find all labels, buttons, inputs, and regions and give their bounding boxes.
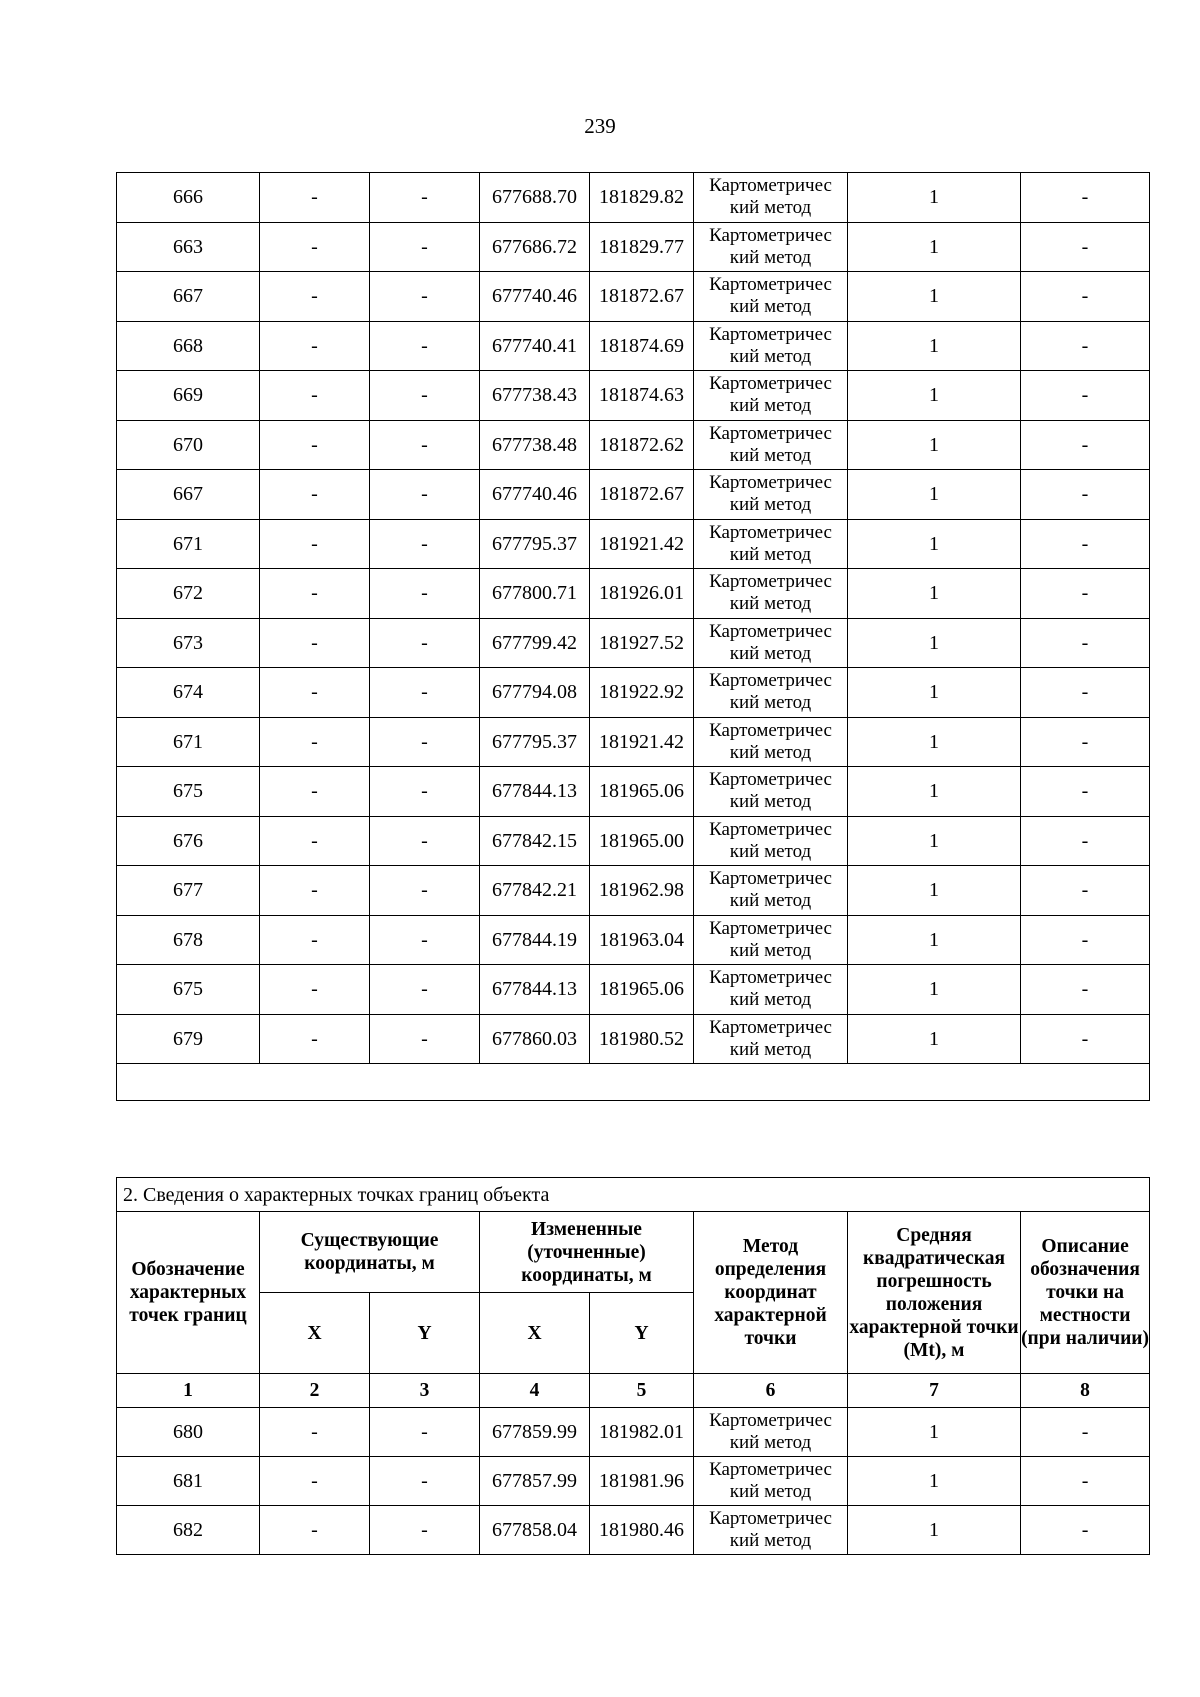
method-cell: Картометричес кий метод: [694, 767, 848, 817]
existing-x-cell: -: [260, 420, 370, 470]
description-cell: -: [1021, 816, 1150, 866]
point-id-cell: 669: [117, 371, 260, 421]
y-cell: 181980.52: [590, 1014, 694, 1064]
point-id-cell: 671: [117, 519, 260, 569]
existing-x-cell: -: [260, 618, 370, 668]
x-cell: 677738.48: [480, 420, 590, 470]
existing-y-cell: -: [370, 915, 480, 965]
mt-cell: 1: [848, 519, 1021, 569]
header-changed-x: X: [480, 1293, 590, 1374]
existing-y-cell: -: [370, 668, 480, 718]
method-cell: Картометричес кий метод: [694, 618, 848, 668]
description-cell: -: [1021, 470, 1150, 520]
existing-x-cell: -: [260, 1506, 370, 1555]
y-cell: 181922.92: [590, 668, 694, 718]
point-id-cell: 666: [117, 173, 260, 223]
description-cell: -: [1021, 569, 1150, 619]
table-row: [117, 519, 1150, 569]
method-cell: Картометричес кий метод: [694, 1014, 848, 1064]
description-cell: -: [1021, 767, 1150, 817]
point-id-cell: 680: [117, 1408, 260, 1457]
table-row: [117, 618, 1150, 668]
x-cell: 677795.37: [480, 519, 590, 569]
header-changed-y: Y: [590, 1293, 694, 1374]
mt-cell: 1: [848, 371, 1021, 421]
x-cell: 677860.03: [480, 1014, 590, 1064]
mt-cell: 1: [848, 173, 1021, 223]
y-cell: 181829.82: [590, 173, 694, 223]
method-cell: Картометричес кий метод: [694, 965, 848, 1015]
description-cell: -: [1021, 420, 1150, 470]
existing-y-cell: -: [370, 470, 480, 520]
x-cell: 677844.19: [480, 915, 590, 965]
x-cell: 677740.46: [480, 470, 590, 520]
point-id-cell: 675: [117, 767, 260, 817]
y-cell: 181927.52: [590, 618, 694, 668]
x-cell: 677794.08: [480, 668, 590, 718]
mt-cell: 1: [848, 1506, 1021, 1555]
mt-cell: 1: [848, 816, 1021, 866]
point-id-cell: 667: [117, 272, 260, 322]
mt-cell: 1: [848, 1457, 1021, 1506]
boundary-points-table: [116, 1177, 1150, 1555]
existing-x-cell: -: [260, 173, 370, 223]
description-cell: -: [1021, 965, 1150, 1015]
table-caption: 2. Сведения о характерных точках границ объекта: [117, 1178, 1150, 1212]
existing-x-cell: -: [260, 866, 370, 916]
description-cell: -: [1021, 519, 1150, 569]
existing-x-cell: -: [260, 321, 370, 371]
y-cell: 181872.62: [590, 420, 694, 470]
y-cell: 181926.01: [590, 569, 694, 619]
method-cell: Картометричес кий метод: [694, 1457, 848, 1506]
mt-cell: 1: [848, 272, 1021, 322]
existing-y-cell: -: [370, 519, 480, 569]
existing-y-cell: -: [370, 866, 480, 916]
column-number: 2: [260, 1374, 370, 1408]
existing-y-cell: -: [370, 1408, 480, 1457]
method-cell: Картометричес кий метод: [694, 420, 848, 470]
header-changed-coords: Измененные (уточненные) координаты, м: [480, 1212, 694, 1293]
x-cell: 677842.15: [480, 816, 590, 866]
point-id-cell: 675: [117, 965, 260, 1015]
existing-x-cell: -: [260, 965, 370, 1015]
description-cell: -: [1021, 1014, 1150, 1064]
method-cell: Картометричес кий метод: [694, 1506, 848, 1555]
column-number: 5: [590, 1374, 694, 1408]
description-cell: -: [1021, 222, 1150, 272]
existing-x-cell: -: [260, 569, 370, 619]
header-existing-x: X: [260, 1293, 370, 1374]
y-cell: 181965.06: [590, 965, 694, 1015]
y-cell: 181872.67: [590, 470, 694, 520]
y-cell: 181963.04: [590, 915, 694, 965]
description-cell: -: [1021, 915, 1150, 965]
method-cell: Картометричес кий метод: [694, 519, 848, 569]
column-number: 6: [694, 1374, 848, 1408]
point-id-cell: 679: [117, 1014, 260, 1064]
mt-cell: 1: [848, 618, 1021, 668]
x-cell: 677844.13: [480, 767, 590, 817]
table-row: [117, 321, 1150, 371]
existing-x-cell: -: [260, 1014, 370, 1064]
method-cell: Картометричес кий метод: [694, 371, 848, 421]
mt-cell: 1: [848, 420, 1021, 470]
point-id-cell: 672: [117, 569, 260, 619]
existing-x-cell: -: [260, 1457, 370, 1506]
x-cell: 677799.42: [480, 618, 590, 668]
point-id-cell: 671: [117, 717, 260, 767]
y-cell: 181980.46: [590, 1506, 694, 1555]
method-cell: Картометричес кий метод: [694, 717, 848, 767]
existing-x-cell: -: [260, 717, 370, 767]
mt-cell: 1: [848, 767, 1021, 817]
mt-cell: 1: [848, 668, 1021, 718]
existing-y-cell: -: [370, 1014, 480, 1064]
x-cell: 677740.41: [480, 321, 590, 371]
table-row: [117, 1014, 1150, 1064]
mt-cell: 1: [848, 717, 1021, 767]
mt-cell: 1: [848, 321, 1021, 371]
column-number: 3: [370, 1374, 480, 1408]
table-row: [117, 767, 1150, 817]
table-row: [117, 1457, 1150, 1506]
y-cell: 181921.42: [590, 717, 694, 767]
existing-y-cell: -: [370, 1457, 480, 1506]
existing-y-cell: -: [370, 272, 480, 322]
point-id-cell: 673: [117, 618, 260, 668]
existing-x-cell: -: [260, 915, 370, 965]
x-cell: 677800.71: [480, 569, 590, 619]
description-cell: -: [1021, 1457, 1150, 1506]
column-number: 8: [1021, 1374, 1150, 1408]
existing-x-cell: -: [260, 272, 370, 322]
existing-x-cell: -: [260, 222, 370, 272]
point-id-cell: 668: [117, 321, 260, 371]
method-cell: Картометричес кий метод: [694, 569, 848, 619]
point-id-cell: 667: [117, 470, 260, 520]
y-cell: 181874.69: [590, 321, 694, 371]
table-row: [117, 569, 1150, 619]
column-number: 4: [480, 1374, 590, 1408]
description-cell: -: [1021, 618, 1150, 668]
method-cell: Картометричес кий метод: [694, 321, 848, 371]
header-existing-y: Y: [370, 1293, 480, 1374]
existing-y-cell: -: [370, 569, 480, 619]
mt-cell: 1: [848, 965, 1021, 1015]
method-cell: Картометричес кий метод: [694, 470, 848, 520]
y-cell: 181921.42: [590, 519, 694, 569]
x-cell: 677738.43: [480, 371, 590, 421]
existing-y-cell: -: [370, 321, 480, 371]
point-id-cell: 674: [117, 668, 260, 718]
table-row: [117, 222, 1150, 272]
existing-x-cell: -: [260, 470, 370, 520]
header-mt: Средняя квадратическая погрешность положения характерной точки (Mt), м: [848, 1212, 1021, 1374]
blank-cell: [117, 1064, 1150, 1101]
table-row: [117, 668, 1150, 718]
y-cell: 181872.67: [590, 272, 694, 322]
existing-x-cell: -: [260, 1408, 370, 1457]
y-cell: 181981.96: [590, 1457, 694, 1506]
description-cell: -: [1021, 321, 1150, 371]
mt-cell: 1: [848, 1014, 1021, 1064]
existing-y-cell: -: [370, 618, 480, 668]
y-cell: 181829.77: [590, 222, 694, 272]
description-cell: -: [1021, 668, 1150, 718]
description-cell: -: [1021, 371, 1150, 421]
table-row: [117, 866, 1150, 916]
existing-x-cell: -: [260, 519, 370, 569]
mt-cell: 1: [848, 866, 1021, 916]
table-row: [117, 470, 1150, 520]
y-cell: 181874.63: [590, 371, 694, 421]
table-row: [117, 371, 1150, 421]
table-row: [117, 272, 1150, 322]
existing-x-cell: -: [260, 371, 370, 421]
existing-y-cell: -: [370, 420, 480, 470]
table-row: [117, 173, 1150, 223]
description-cell: -: [1021, 1506, 1150, 1555]
existing-x-cell: -: [260, 767, 370, 817]
table-row: [117, 965, 1150, 1015]
point-id-cell: 663: [117, 222, 260, 272]
existing-x-cell: -: [260, 816, 370, 866]
mt-cell: 1: [848, 1408, 1021, 1457]
existing-y-cell: -: [370, 767, 480, 817]
table-row: [117, 915, 1150, 965]
existing-y-cell: -: [370, 222, 480, 272]
description-cell: -: [1021, 272, 1150, 322]
method-cell: Картометричес кий метод: [694, 1408, 848, 1457]
x-cell: 677688.70: [480, 173, 590, 223]
method-cell: Картометричес кий метод: [694, 915, 848, 965]
description-cell: -: [1021, 717, 1150, 767]
column-number: 1: [117, 1374, 260, 1408]
point-id-cell: 670: [117, 420, 260, 470]
header-description: Описание обозначения точки на местности (при наличии): [1021, 1212, 1150, 1374]
point-id-cell: 677: [117, 866, 260, 916]
description-cell: -: [1021, 173, 1150, 223]
x-cell: 677740.46: [480, 272, 590, 322]
existing-y-cell: -: [370, 371, 480, 421]
description-cell: -: [1021, 866, 1150, 916]
existing-x-cell: -: [260, 668, 370, 718]
method-cell: Картометричес кий метод: [694, 816, 848, 866]
header-point: Обозначение характерных точек границ: [117, 1212, 260, 1374]
y-cell: 181962.98: [590, 866, 694, 916]
point-id-cell: 682: [117, 1506, 260, 1555]
point-id-cell: 681: [117, 1457, 260, 1506]
header-existing-coords: Существующие координаты, м: [260, 1212, 480, 1293]
mt-cell: 1: [848, 915, 1021, 965]
existing-y-cell: -: [370, 717, 480, 767]
blank-row: [117, 1064, 1150, 1101]
x-cell: 677844.13: [480, 965, 590, 1015]
x-cell: 677842.21: [480, 866, 590, 916]
point-id-cell: 676: [117, 816, 260, 866]
mt-cell: 1: [848, 569, 1021, 619]
existing-y-cell: -: [370, 965, 480, 1015]
x-cell: 677859.99: [480, 1408, 590, 1457]
x-cell: 677795.37: [480, 717, 590, 767]
table-row: [117, 717, 1150, 767]
page-number: 239: [584, 114, 616, 138]
x-cell: 677858.04: [480, 1506, 590, 1555]
table-row: [117, 1506, 1150, 1555]
method-cell: Картометричес кий метод: [694, 173, 848, 223]
header-method: Метод определения координат характерной точки: [694, 1212, 848, 1374]
x-cell: 677857.99: [480, 1457, 590, 1506]
table-row: [117, 1408, 1150, 1457]
method-cell: Картометричес кий метод: [694, 272, 848, 322]
coordinates-table-continued: [116, 172, 1150, 1101]
description-cell: -: [1021, 1408, 1150, 1457]
existing-y-cell: -: [370, 1506, 480, 1555]
mt-cell: 1: [848, 470, 1021, 520]
y-cell: 181982.01: [590, 1408, 694, 1457]
method-cell: Картометричес кий метод: [694, 668, 848, 718]
point-id-cell: 678: [117, 915, 260, 965]
column-number: 7: [848, 1374, 1021, 1408]
y-cell: 181965.06: [590, 767, 694, 817]
table-row: [117, 816, 1150, 866]
table-row: [117, 420, 1150, 470]
existing-y-cell: -: [370, 173, 480, 223]
mt-cell: 1: [848, 222, 1021, 272]
method-cell: Картометричес кий метод: [694, 222, 848, 272]
existing-y-cell: -: [370, 816, 480, 866]
x-cell: 677686.72: [480, 222, 590, 272]
method-cell: Картометричес кий метод: [694, 866, 848, 916]
y-cell: 181965.00: [590, 816, 694, 866]
